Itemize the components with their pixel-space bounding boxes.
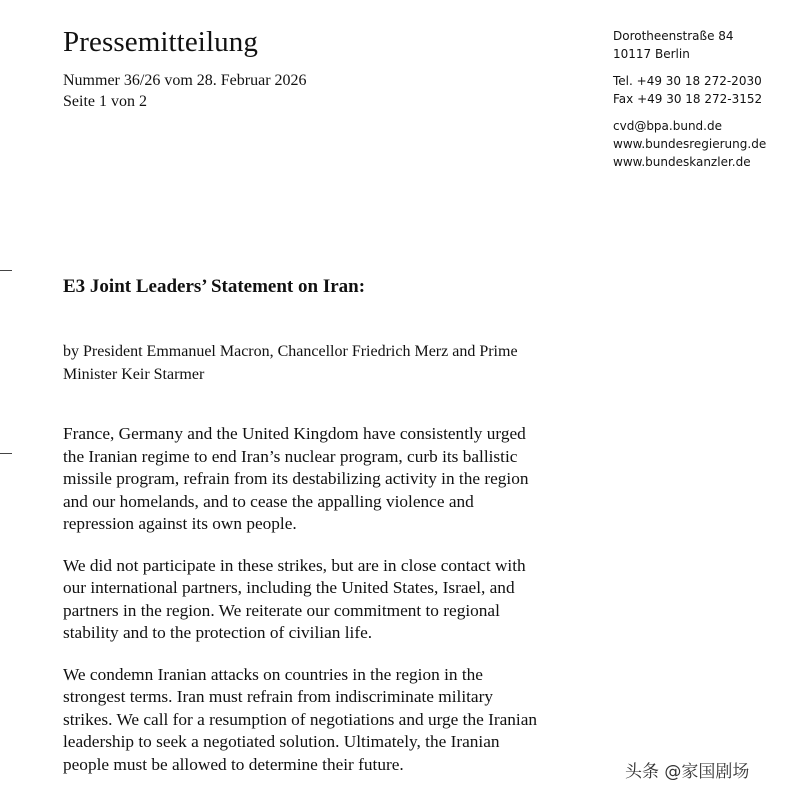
statement-headline: E3 Joint Leaders’ Statement on Iran: <box>63 276 366 297</box>
paragraph-3 <box>63 664 603 777</box>
statement-body <box>63 423 603 795</box>
text-line: the Iranian regime to end Iran’s nuclear program, curb its ballistic <box>63 446 518 466</box>
fold-mark-top <box>0 270 12 271</box>
page-title: Pressemitteilung <box>63 26 258 58</box>
byline-line: Minister Keir Starmer <box>63 366 205 383</box>
phone-group <box>613 72 766 108</box>
contact-block <box>613 27 766 171</box>
paragraph-2 <box>63 555 603 645</box>
text-line: strikes. We call for a resumption of negotiations and urge the Iranian <box>63 709 538 729</box>
text-line: leadership to seek a negotiated solution. Ultimately, the Iranian <box>63 732 500 751</box>
text-line: partners in the region. We reiterate our commitment to regional <box>63 600 500 620</box>
release-number: Nummer 36/26 vom 28. Februar 2026 <box>63 72 307 89</box>
source-watermark: 头条 @家国剧场 <box>625 762 750 782</box>
text-line: our international partners, including the United States, Israel, and <box>63 578 515 597</box>
statement-byline <box>63 340 583 386</box>
text-line: We did not participate in these strikes, but are in close contact with <box>63 555 526 575</box>
text-line: France, Germany and the United Kingdom have consistently urged <box>63 424 526 443</box>
website-link-2: www.bundeskanzler.de <box>613 155 751 169</box>
paragraph-1 <box>63 423 603 536</box>
online-group <box>613 117 766 171</box>
byline-line: by President Emmanuel Macron, Chancellor Friedrich Merz and Prime <box>63 343 518 360</box>
phone-number: Tel. +49 30 18 272-2030 <box>613 74 762 88</box>
text-line: strongest terms. Iran must refrain from indiscriminate military <box>63 687 493 706</box>
text-line: missile program, refrain from its destabilizing activity in the region <box>63 469 529 488</box>
text-line: repression against its own people. <box>63 514 297 533</box>
website-link-1: www.bundesregierung.de <box>613 137 767 151</box>
fold-mark-bottom <box>0 453 12 454</box>
address-city: 10117 Berlin <box>613 47 690 61</box>
text-line: stability and to the protection of civilian life. <box>63 623 373 642</box>
text-line: and our homelands, and to cease the appalling violence and <box>63 491 474 511</box>
text-line: We condemn Iranian attacks on countries in the region in the <box>63 664 483 684</box>
page-indicator: Seite 1 von 2 <box>63 93 147 110</box>
email-address: cvd@bpa.bund.de <box>613 119 722 133</box>
release-meta <box>63 70 307 112</box>
fax-number: Fax +49 30 18 272-3152 <box>613 92 763 106</box>
address-group <box>613 27 766 63</box>
address-street: Dorotheenstraße 84 <box>613 29 734 43</box>
text-line: people must be allowed to determine their future. <box>63 754 404 774</box>
